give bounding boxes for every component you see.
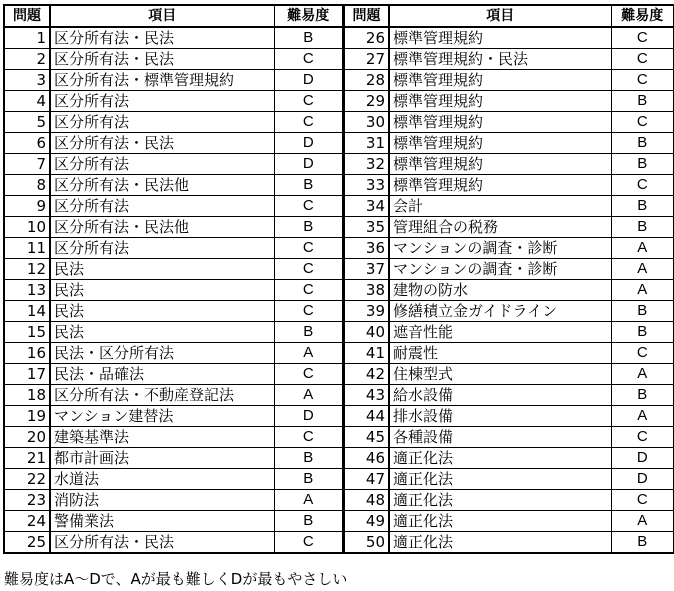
question-number-cell: 35 [344,217,389,238]
table-header-row [4,5,343,27]
header-question-number: 問題 [344,5,389,27]
topic-cell: 区分所有法 [50,91,274,112]
question-number-cell: 24 [4,511,50,532]
table-row [4,322,343,343]
difficulty-cell: D [274,406,343,427]
question-number-cell: 37 [344,259,389,280]
question-number-cell: 7 [4,154,50,175]
topic-cell: 建物の防水 [389,280,611,301]
question-number-cell: 21 [4,448,50,469]
difficulty-cell: C [274,427,343,448]
table-row [4,385,343,406]
topic-cell: 標準管理規約 [389,27,611,49]
difficulty-tables [3,4,674,554]
table-row [344,259,674,280]
table-row [4,217,343,238]
table-row [344,385,674,406]
question-number-cell: 38 [344,280,389,301]
topic-cell: 会計 [389,196,611,217]
table-row [4,259,343,280]
table-row [4,133,343,154]
topic-cell: 民法 [50,280,274,301]
question-number-cell: 36 [344,238,389,259]
topic-cell: 標準管理規約 [389,133,611,154]
table-row [344,532,674,554]
table-row [344,280,674,301]
question-number-cell: 4 [4,91,50,112]
difficulty-cell: A [611,259,674,280]
topic-cell: 都市計画法 [50,448,274,469]
difficulty-cell: B [274,217,343,238]
table-row [344,511,674,532]
table-row [4,175,343,196]
question-number-cell: 27 [344,49,389,70]
difficulty-cell: C [611,27,674,49]
topic-cell: 標準管理規約 [389,91,611,112]
topic-cell: 民法 [50,259,274,280]
topic-cell: 修繕積立金ガイドライン [389,301,611,322]
difficulty-cell: C [274,112,343,133]
topic-cell: 住棟型式 [389,364,611,385]
topic-cell: マンションの調査・診断 [389,259,611,280]
right-table-body [344,27,674,553]
question-number-cell: 6 [4,133,50,154]
question-number-cell: 10 [4,217,50,238]
question-number-cell: 42 [344,364,389,385]
topic-cell: 民法 [50,322,274,343]
table-row [4,196,343,217]
table-row [344,238,674,259]
question-number-cell: 40 [344,322,389,343]
topic-cell: 管理組合の税務 [389,217,611,238]
table-row [4,469,343,490]
topic-cell: 区分所有法 [50,154,274,175]
question-number-cell: 43 [344,385,389,406]
difficulty-cell: A [274,490,343,511]
question-number-cell: 22 [4,469,50,490]
difficulty-cell: B [274,448,343,469]
table-row [4,427,343,448]
topic-cell: 区分所有法・民法他 [50,175,274,196]
table-row [344,406,674,427]
topic-cell: 区分所有法・民法 [50,532,274,554]
topic-cell: 各種設備 [389,427,611,448]
topic-cell: 区分所有法・標準管理規約 [50,70,274,91]
difficulty-cell: B [611,217,674,238]
difficulty-cell: B [611,196,674,217]
table-row [344,70,674,91]
question-number-cell: 23 [4,490,50,511]
table-row [4,70,343,91]
difficulty-cell: B [611,91,674,112]
difficulty-cell: A [274,343,343,364]
difficulty-cell: D [611,469,674,490]
difficulty-cell: A [611,280,674,301]
question-number-cell: 45 [344,427,389,448]
difficulty-cell: C [611,490,674,511]
question-number-cell: 41 [344,343,389,364]
question-number-cell: 17 [4,364,50,385]
topic-cell: 給水設備 [389,385,611,406]
topic-cell: 適正化法 [389,532,611,554]
topic-cell: 標準管理規約 [389,175,611,196]
table-row [344,217,674,238]
difficulty-cell: C [274,238,343,259]
table-row [4,27,343,49]
table-row [4,49,343,70]
question-number-cell: 47 [344,469,389,490]
difficulty-cell: A [611,511,674,532]
topic-cell: 適正化法 [389,448,611,469]
topic-cell: 区分所有法・不動産登記法 [50,385,274,406]
difficulty-cell: C [611,427,674,448]
topic-cell: 標準管理規約・民法 [389,49,611,70]
question-number-cell: 5 [4,112,50,133]
topic-cell: 民法・区分所有法 [50,343,274,364]
left-question-table [3,4,344,554]
table-row [4,448,343,469]
difficulty-cell: D [274,154,343,175]
table-row [344,490,674,511]
table-row [344,154,674,175]
table-row [4,238,343,259]
difficulty-cell: C [611,175,674,196]
header-question-number: 問題 [4,5,50,27]
topic-cell: 民法・品確法 [50,364,274,385]
question-number-cell: 49 [344,511,389,532]
table-row [344,301,674,322]
question-number-cell: 8 [4,175,50,196]
table-row [4,406,343,427]
question-number-cell: 30 [344,112,389,133]
difficulty-cell: A [611,406,674,427]
difficulty-cell: C [274,91,343,112]
topic-cell: 区分所有法 [50,238,274,259]
left-table-body [4,27,343,553]
table-row [344,49,674,70]
table-row [4,532,343,554]
header-topic: 項目 [50,5,274,27]
difficulty-cell: B [274,469,343,490]
topic-cell: 警備業法 [50,511,274,532]
header-difficulty: 難易度 [611,5,674,27]
question-number-cell: 25 [4,532,50,554]
table-row [344,364,674,385]
difficulty-cell: B [611,322,674,343]
table-row [344,427,674,448]
difficulty-cell: D [274,70,343,91]
table-row [4,490,343,511]
topic-cell: 区分所有法 [50,112,274,133]
question-number-cell: 12 [4,259,50,280]
difficulty-cell: D [274,133,343,154]
table-row [4,91,343,112]
question-number-cell: 20 [4,427,50,448]
question-number-cell: 44 [344,406,389,427]
difficulty-cell: B [274,511,343,532]
question-number-cell: 15 [4,322,50,343]
question-number-cell: 16 [4,343,50,364]
question-number-cell: 50 [344,532,389,554]
table-row [344,27,674,49]
topic-cell: 区分所有法 [50,196,274,217]
table-row [4,154,343,175]
topic-cell: 排水設備 [389,406,611,427]
header-topic: 項目 [389,5,611,27]
topic-cell: 適正化法 [389,469,611,490]
topic-cell: 区分所有法・民法 [50,133,274,154]
table-row [344,133,674,154]
difficulty-cell: C [274,196,343,217]
difficulty-cell: B [274,322,343,343]
question-number-cell: 48 [344,490,389,511]
topic-cell: 区分所有法・民法 [50,49,274,70]
question-number-cell: 1 [4,27,50,49]
difficulty-cell: C [274,364,343,385]
difficulty-cell: A [274,385,343,406]
topic-cell: マンション建替法 [50,406,274,427]
difficulty-cell: B [274,27,343,49]
topic-cell: 適正化法 [389,511,611,532]
table-row [344,91,674,112]
topic-cell: マンションの調査・診断 [389,238,611,259]
question-number-cell: 26 [344,27,389,49]
topic-cell: 遮音性能 [389,322,611,343]
topic-cell: 標準管理規約 [389,112,611,133]
difficulty-cell: C [611,70,674,91]
difficulty-cell: A [611,238,674,259]
question-number-cell: 3 [4,70,50,91]
difficulty-cell: C [274,280,343,301]
difficulty-cell: C [611,112,674,133]
question-number-cell: 32 [344,154,389,175]
table-row [344,175,674,196]
question-number-cell: 28 [344,70,389,91]
question-number-cell: 13 [4,280,50,301]
topic-cell: 区分所有法・民法他 [50,217,274,238]
table-row [4,280,343,301]
question-number-cell: 9 [4,196,50,217]
table-row [344,196,674,217]
table-row [4,364,343,385]
question-number-cell: 19 [4,406,50,427]
question-number-cell: 33 [344,175,389,196]
table-row [344,469,674,490]
question-number-cell: 2 [4,49,50,70]
difficulty-cell: C [274,259,343,280]
table-row [4,343,343,364]
difficulty-cell: B [611,385,674,406]
question-number-cell: 31 [344,133,389,154]
difficulty-cell: C [611,343,674,364]
table-row [4,112,343,133]
table-row [4,511,343,532]
difficulty-cell: B [611,154,674,175]
difficulty-cell: B [611,301,674,322]
difficulty-cell: A [611,364,674,385]
topic-cell: 水道法 [50,469,274,490]
topic-cell: 区分所有法・民法 [50,27,274,49]
table-row [344,322,674,343]
question-number-cell: 14 [4,301,50,322]
topic-cell: 耐震性 [389,343,611,364]
difficulty-cell: C [274,532,343,554]
topic-cell: 適正化法 [389,490,611,511]
table-row [344,343,674,364]
difficulty-cell: B [611,133,674,154]
right-question-table [343,4,674,554]
topic-cell: 標準管理規約 [389,70,611,91]
difficulty-cell: C [274,49,343,70]
difficulty-footnote: 難易度はA～Dで、Aが最も難しくDが最もやさしい [4,570,348,588]
question-number-cell: 18 [4,385,50,406]
difficulty-cell: C [274,301,343,322]
table-row [344,448,674,469]
difficulty-cell: D [611,448,674,469]
question-number-cell: 46 [344,448,389,469]
table-row [4,301,343,322]
difficulty-cell: C [611,49,674,70]
table-row [344,112,674,133]
table-header-row [344,5,674,27]
topic-cell: 民法 [50,301,274,322]
question-number-cell: 29 [344,91,389,112]
question-number-cell: 11 [4,238,50,259]
difficulty-cell: B [274,175,343,196]
topic-cell: 消防法 [50,490,274,511]
difficulty-cell: B [611,532,674,554]
question-number-cell: 39 [344,301,389,322]
topic-cell: 建築基準法 [50,427,274,448]
topic-cell: 標準管理規約 [389,154,611,175]
question-number-cell: 34 [344,196,389,217]
header-difficulty: 難易度 [274,5,343,27]
